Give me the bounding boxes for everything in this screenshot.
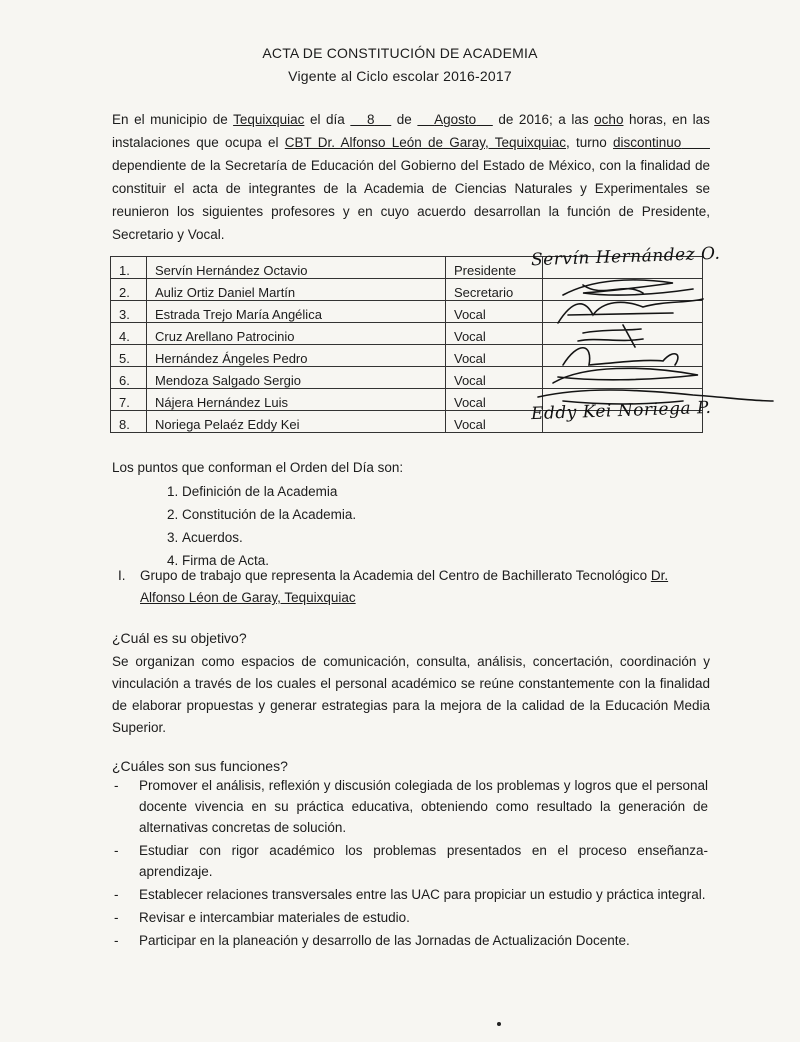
intro-text: el día [309,112,345,127]
member-role: Vocal [446,367,543,389]
member-signature-cell [530,397,712,433]
funcion-item [112,840,708,882]
orden-item: 4. Firma de Acta. [182,549,356,572]
intro-text: , turno [566,135,607,150]
member-role: Vocal [446,345,543,367]
member-name: Hernández Ángeles Pedro [147,345,446,367]
grupo-text: Grupo de trabajo que representa la Academia del Centro de Bachillerato Tecnológico [140,568,648,583]
bullet-dash: - [114,778,119,793]
member-number: 8. [111,411,147,433]
bullet-dash: - [114,887,119,902]
intro-text: horas, en las instalaciones que ocupa el [112,112,710,150]
funcion-text: Estudiar con rigor académico los problemas presentados en el proceso enseñanza-aprendizaje. [139,843,708,879]
handwritten-signature: Eddy Kei Noriega P. [530,397,712,425]
orden-list [166,480,356,572]
intro-text: de 2016; a las [498,112,589,127]
document-subtitle: Vigente al Ciclo escolar 2016-2017 [288,68,512,84]
intro-paragraph [112,108,710,246]
member-name: Cruz Arellano Patrocinio [147,323,446,345]
members-table [110,243,721,433]
plantel-field: CBT Dr. Alfonso León de Garay, Tequixquiac [284,135,567,150]
orden-intro: Los puntos que conforman el Orden del Día son: [112,460,404,475]
member-role: Presidente [446,257,543,279]
grupo-numeral: I. [118,568,126,583]
intro-text: En el municipio de [112,112,228,127]
member-number: 7. [111,389,147,411]
member-number: 4. [111,323,147,345]
objetivo-heading: ¿Cuál es su objetivo? [112,630,247,646]
dia-field: 8 [367,112,375,127]
member-number: 2. [111,279,147,301]
member-name: Noriega Pelaéz Eddy Kei [147,411,446,433]
bullet-dash: - [114,843,119,858]
orden-item: 2. Constitución de la Academia. [182,503,356,526]
member-role: Vocal [446,301,543,323]
member-name: Nájera Hernández Luis [147,389,446,411]
member-number: 5. [111,345,147,367]
intro-text: dependiente de la Secretaría de Educación del Gobierno del Estado de México, con la finalidad de constituir el acta de integrantes de la Academia de Ciencias Naturales y Experimentales se reunieron los siguientes profesores y en cuyo acuerdo desarrollan la función de Presidente, Secretario y Vocal. [112,158,710,242]
intro-text: de [396,112,412,127]
funcion-text: Revisar e intercambiar materiales de estudio. [139,910,410,925]
bullet-dash: - [114,933,119,948]
orden-item: 1. Definición de la Academia [182,480,356,503]
ink-speck [497,1022,501,1026]
funciones-list [112,775,708,953]
funcion-item [112,775,708,838]
funcion-text: Promover el análisis, reflexión y discusión colegiada de los problemas y logros que el personal docente vivencia en su práctica educativa, obteniendo como resultado la generación de alternativas concretas de solución. [139,778,708,835]
member-name: Estrada Trejo María Angélica [147,301,446,323]
funcion-text: Participar en la planeación y desarrollo de las Jornadas de Actualización Docente. [139,933,630,948]
turno-field: discontinuo [613,135,682,150]
funciones-heading: ¿Cuáles son sus funciones? [112,758,288,774]
municipio-field: Tequixquiac [233,112,305,127]
funcion-item [112,930,708,951]
member-name: Auliz Ortiz Daniel Martín [147,279,446,301]
objetivo-paragraph: Se organizan como espacios de comunicación, consulta, análisis, concertación, coordinación y vinculación a través de los cuales el personal académico se reúne constantemente con la finalidad de elaborar propuestas y generar estrategias para la mejora de la calidad de la Educación Media Superior. [112,654,710,735]
member-role: Vocal [446,389,543,411]
member-number: 3. [111,301,147,323]
member-role: Vocal [446,411,543,433]
handwritten-signature: Servín Hernández O. [530,243,721,271]
bullet-dash: - [114,910,119,925]
hora-field: ocho [594,112,624,127]
funcion-text: Establecer relaciones transversales entre las UAC para propiciar un estudio y práctica integral. [139,887,706,902]
member-role: Secretario [446,279,543,301]
mes-field: Agosto [434,112,477,127]
member-row [111,411,703,433]
grupo-paragraph [140,565,700,609]
member-number: 6. [111,367,147,389]
grupo-plantel: Dr. Alfonso Léon de Garay, Tequixquiac [140,568,669,605]
orden-item: 3. Acuerdos. [182,526,356,549]
member-name: Mendoza Salgado Sergio [147,367,446,389]
member-role: Vocal [446,323,543,345]
document-title: ACTA DE CONSTITUCIÓN DE ACADEMIA [262,45,538,61]
member-name: Servín Hernández Octavio [147,257,446,279]
funcion-item [112,907,708,928]
member-number: 1. [111,257,147,279]
funcion-item [112,884,708,905]
